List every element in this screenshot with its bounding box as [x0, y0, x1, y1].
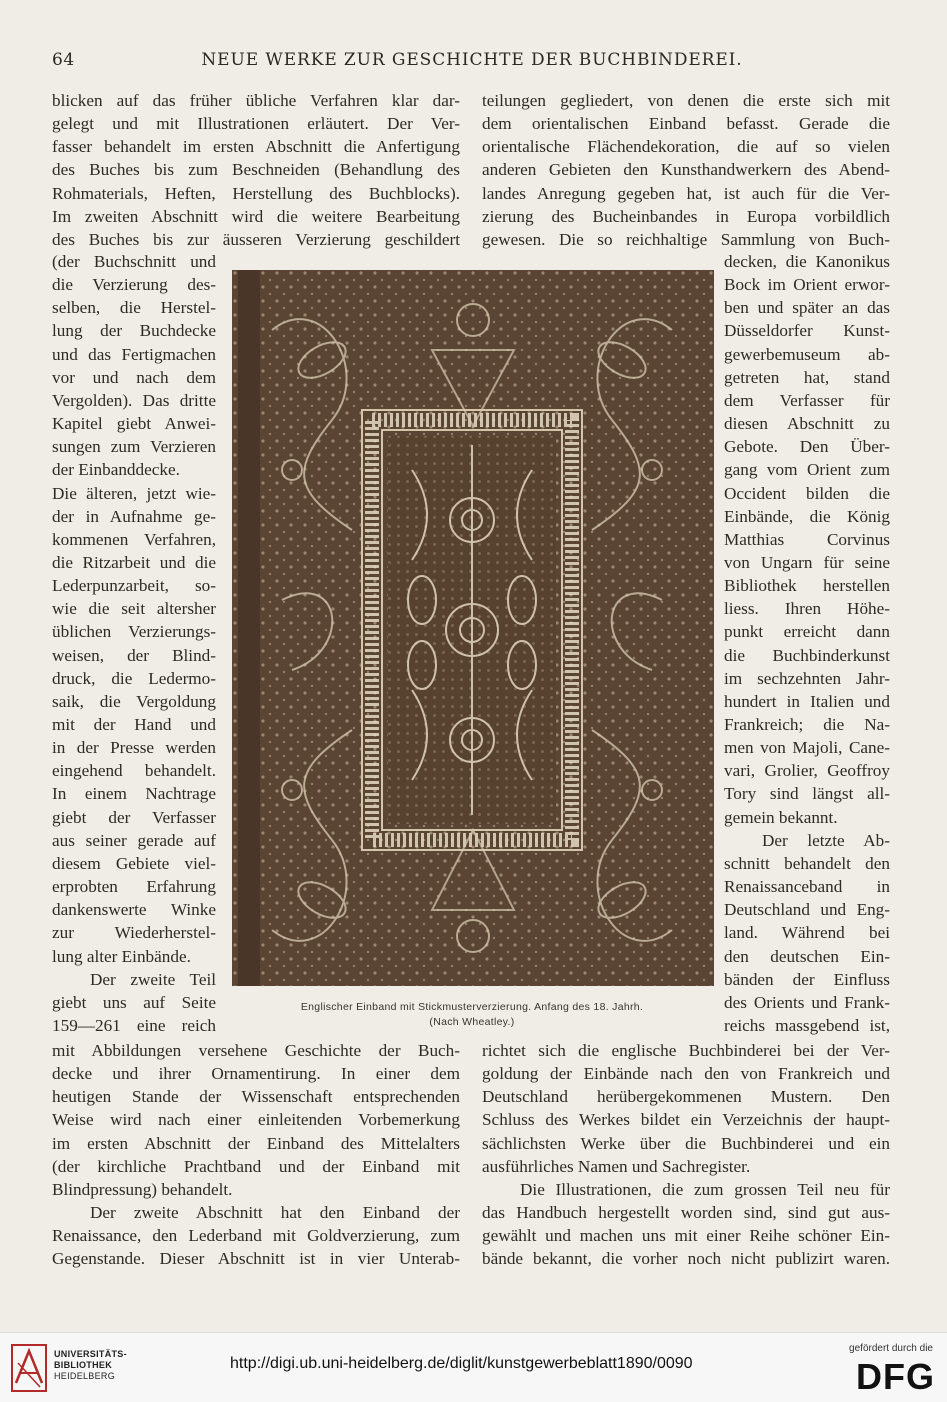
text-line: zierung des Bucheinbandes in Europa vorbildlich	[482, 206, 890, 226]
text-line: der Einbanddecke.	[52, 460, 180, 480]
text-line: Deutschland herübergekommenen Mustern. Den	[482, 1087, 890, 1107]
text-line: im sechzehnten Jahr-	[724, 668, 890, 688]
university-library-logo-icon[interactable]	[10, 1343, 48, 1393]
text-line: von Ungarn für seine	[724, 552, 890, 572]
text-line: Schluss des Werkes bildet ein Verzeichnis der haupt-	[482, 1110, 890, 1130]
text-line: die Verzierung des-	[52, 275, 216, 295]
text-line: zur Wiederherstel-	[52, 923, 216, 943]
library-name-line-2: BIBLIOTHEK	[54, 1360, 112, 1370]
text-line: gewerbemuseum ab-	[724, 344, 890, 364]
text-line: (der Buchschnitt und	[52, 252, 216, 271]
text-line: Blindpressung) behandelt.	[52, 1179, 233, 1199]
text-line: reichs massgebend ist,	[724, 1015, 890, 1035]
text-line: getreten hat, stand	[724, 367, 890, 387]
text-line: hundert in Italien und	[724, 691, 890, 711]
text-line: druck, die Ledermo-	[52, 668, 216, 688]
text-line: kommenen Verfahren,	[52, 529, 216, 549]
text-line: Tory sind längst all-	[724, 784, 890, 804]
library-name-line-3: HEIDELBERG	[54, 1371, 116, 1381]
text-line: dem Verfasser für	[724, 390, 890, 410]
text-line: die Buchbinderkunst	[724, 645, 890, 665]
text-line: Matthias Corvinus	[724, 529, 890, 549]
text-line: sächlichsten Werke über die Buchbinderei und ein	[482, 1133, 890, 1153]
text-line: saik, die Vergoldung	[52, 691, 216, 711]
text-line: men von Majoli, Cane-	[724, 738, 890, 758]
running-title: NEUE WERKE ZUR GESCHICHTE DER BUCHBINDEREI.	[201, 50, 743, 70]
text-line: Der zweite Teil	[90, 969, 216, 989]
text-line: diesem Gebiete viel-	[52, 853, 216, 873]
text-line: und das Fertigmachen	[52, 344, 216, 364]
text-line: anderen Gebieten den Kunsthandwerkern des Abend-	[482, 160, 890, 180]
text-line: blicken auf das früher übliche Verfahren klar dar-	[52, 91, 460, 110]
text-line: goldung der Einbände nach den von Frankreich und	[482, 1064, 890, 1084]
text-line: gemein bekannt.	[724, 807, 838, 827]
text-line: im ersten Abschnitt der Einband des Mittelalters	[52, 1133, 460, 1153]
text-line: Der zweite Abschnitt hat den Einband der	[90, 1203, 460, 1223]
text-line: Bock im Orient erwor-	[724, 275, 890, 295]
text-line: dankenswerte Winke	[52, 900, 216, 920]
text-line: wie die seit altersher	[52, 599, 216, 619]
text-line: punkt erreicht dann	[724, 622, 890, 642]
text-line: Renaissance, den Lederband mit Goldverzierung, zum	[52, 1226, 460, 1246]
text-line: des Orients und Frank-	[724, 992, 890, 1012]
text-line: des Buches bis zum Beschneiden (Behandlung des	[52, 160, 460, 180]
text-line: richtet sich die englische Buchbinderei bei der Ver-	[482, 1041, 890, 1060]
text-line: heutigen Stande der Wissenschaft entsprechenden	[52, 1087, 460, 1107]
text-line: Weise wird nach einer einleitenden Vorbemerkung	[52, 1110, 460, 1130]
text-line: das Handbuch hergestellt worden sind, sind gut aus-	[482, 1203, 890, 1223]
text-line: gang vom Orient zum	[724, 460, 890, 480]
text-line: eingehend behandelt.	[52, 761, 216, 781]
text-line: in der Presse werden	[52, 738, 216, 758]
text-line: üblichen Verzierungs-	[52, 622, 216, 642]
text-line: mit der Hand und	[52, 715, 216, 734]
library-name-line-1: UNIVERSITÄTS-	[54, 1349, 127, 1359]
text-line: Der letzte Ab-	[762, 830, 890, 850]
text-line: mit Abbildungen versehene Geschichte der Buch-	[52, 1041, 460, 1060]
text-line: liess. Ihren Höhe-	[724, 599, 890, 619]
text-line: erprobten Erfahrung	[52, 877, 216, 897]
text-line: Deutschland und Eng-	[724, 900, 890, 920]
text-line: dem orientalischen Einband befasst. Gerade die	[482, 114, 890, 134]
text-line: bänden der Einfluss	[724, 969, 890, 989]
library-name	[54, 1349, 127, 1382]
text-line: schnitt behandelt den	[724, 853, 890, 873]
text-line: Im zweiten Abschnitt wird die weitere Bearbeitung	[52, 206, 460, 226]
text-line: ausführliches Namen und Sachregister.	[482, 1156, 751, 1176]
text-line: Einbände, die König	[724, 506, 890, 526]
text-line: fasser behandelt im ersten Abschnitt die Anfertigung	[52, 137, 460, 157]
embroidered-binding-image	[232, 270, 714, 986]
digitization-footer	[0, 1332, 947, 1402]
text-line: In einem Nachtrage	[52, 784, 216, 804]
text-line: weisen, der Blind-	[52, 645, 216, 665]
text-line: selben, die Herstel-	[52, 298, 216, 318]
page-number: 64	[52, 50, 75, 70]
text-line: Gebote. Den Über-	[724, 437, 890, 457]
permalink-url[interactable]: http://digi.ub.uni-heidelberg.de/diglit/kunstgewerbeblatt1890/0090	[230, 1355, 693, 1372]
text-line: decke und ihrer Ornamentirung. In einer dem	[52, 1064, 460, 1084]
text-line: giebt der Verfasser	[52, 807, 216, 827]
text-line: Frankreich; die Na-	[724, 715, 890, 734]
text-line: Renaissanceband in	[724, 877, 890, 897]
text-line: vor und nach dem	[52, 367, 216, 387]
text-line: der in Aufnahme ge-	[52, 506, 216, 526]
text-line: vari, Grolier, Geoffroy	[724, 761, 890, 781]
text-line: bände bekannt, die vorher noch nicht publizirt waren.	[482, 1249, 890, 1269]
text-line: land. Während bei	[724, 923, 890, 943]
text-line: Die Illustrationen, die zum grossen Teil neu für	[520, 1179, 890, 1199]
book-cover-illustration	[232, 270, 714, 986]
text-line: lung alter Einbände.	[52, 946, 191, 966]
text-line: Bibliothek herstellen	[724, 576, 890, 596]
text-line: orientalische Flächendekoration, die auf so vielen	[482, 137, 890, 157]
text-line: gewählt und machen uns mit einer Reihe schöner Ein-	[482, 1226, 890, 1246]
dfg-logo[interactable]: DFG	[856, 1356, 935, 1397]
text-line: lung der Buchdecke	[52, 321, 216, 341]
text-line: den deutschen Ein-	[724, 946, 890, 966]
text-line: (der kirchliche Prachtband und der Einband mit	[52, 1156, 460, 1176]
text-line: Düsseldorfer Kunst-	[724, 321, 890, 341]
funding-text: gefördert durch die	[849, 1343, 933, 1354]
text-line: gelegt und mit Illustrationen erläutert. Der Ver-	[52, 114, 460, 134]
text-line: giebt uns auf Seite	[52, 992, 216, 1012]
text-line: aus seiner gerade auf	[52, 830, 216, 850]
figure-caption: Englischer Einband mit Stickmusterverzierung. Anfang des 18. Jahrh.	[300, 1001, 644, 1013]
text-line: Rohmaterials, Heften, Herstellung des Buchblocks).	[52, 183, 460, 203]
text-line: sungen zum Verzieren	[52, 437, 216, 457]
text-line: 159—261 eine reich	[52, 1015, 216, 1035]
text-line: decken, die Kanonikus	[724, 252, 890, 271]
text-line: des Buches bis zur äusseren Verzierung geschildert	[52, 229, 460, 249]
text-line: Vergolden). Das dritte	[52, 390, 216, 410]
text-line: teilungen gegliedert, von denen die erste sich mit	[482, 91, 890, 110]
text-line: ben und später an das	[724, 298, 890, 318]
text-line: Occident bilden die	[724, 483, 890, 503]
text-line: landes Anregung gegeben hat, ist auch für die Ver-	[482, 183, 890, 203]
text-line: Lederpunzarbeit, so-	[52, 576, 216, 596]
text-line: gewesen. Die so reichhaltige Sammlung von Buch-	[482, 229, 890, 249]
text-line: Die älteren, jetzt wie-	[52, 483, 216, 503]
text-line: Kapitel giebt Anwei-	[52, 414, 216, 434]
text-line: diesen Abschnitt zu	[724, 414, 890, 434]
page-header	[52, 50, 892, 74]
text-line: die Ritzarbeit und die	[52, 552, 216, 572]
figure-caption-source: (Nach Wheatley.)	[429, 1016, 515, 1028]
text-line: Gegenstande. Dieser Abschnitt ist in vier Unterab-	[52, 1249, 460, 1269]
